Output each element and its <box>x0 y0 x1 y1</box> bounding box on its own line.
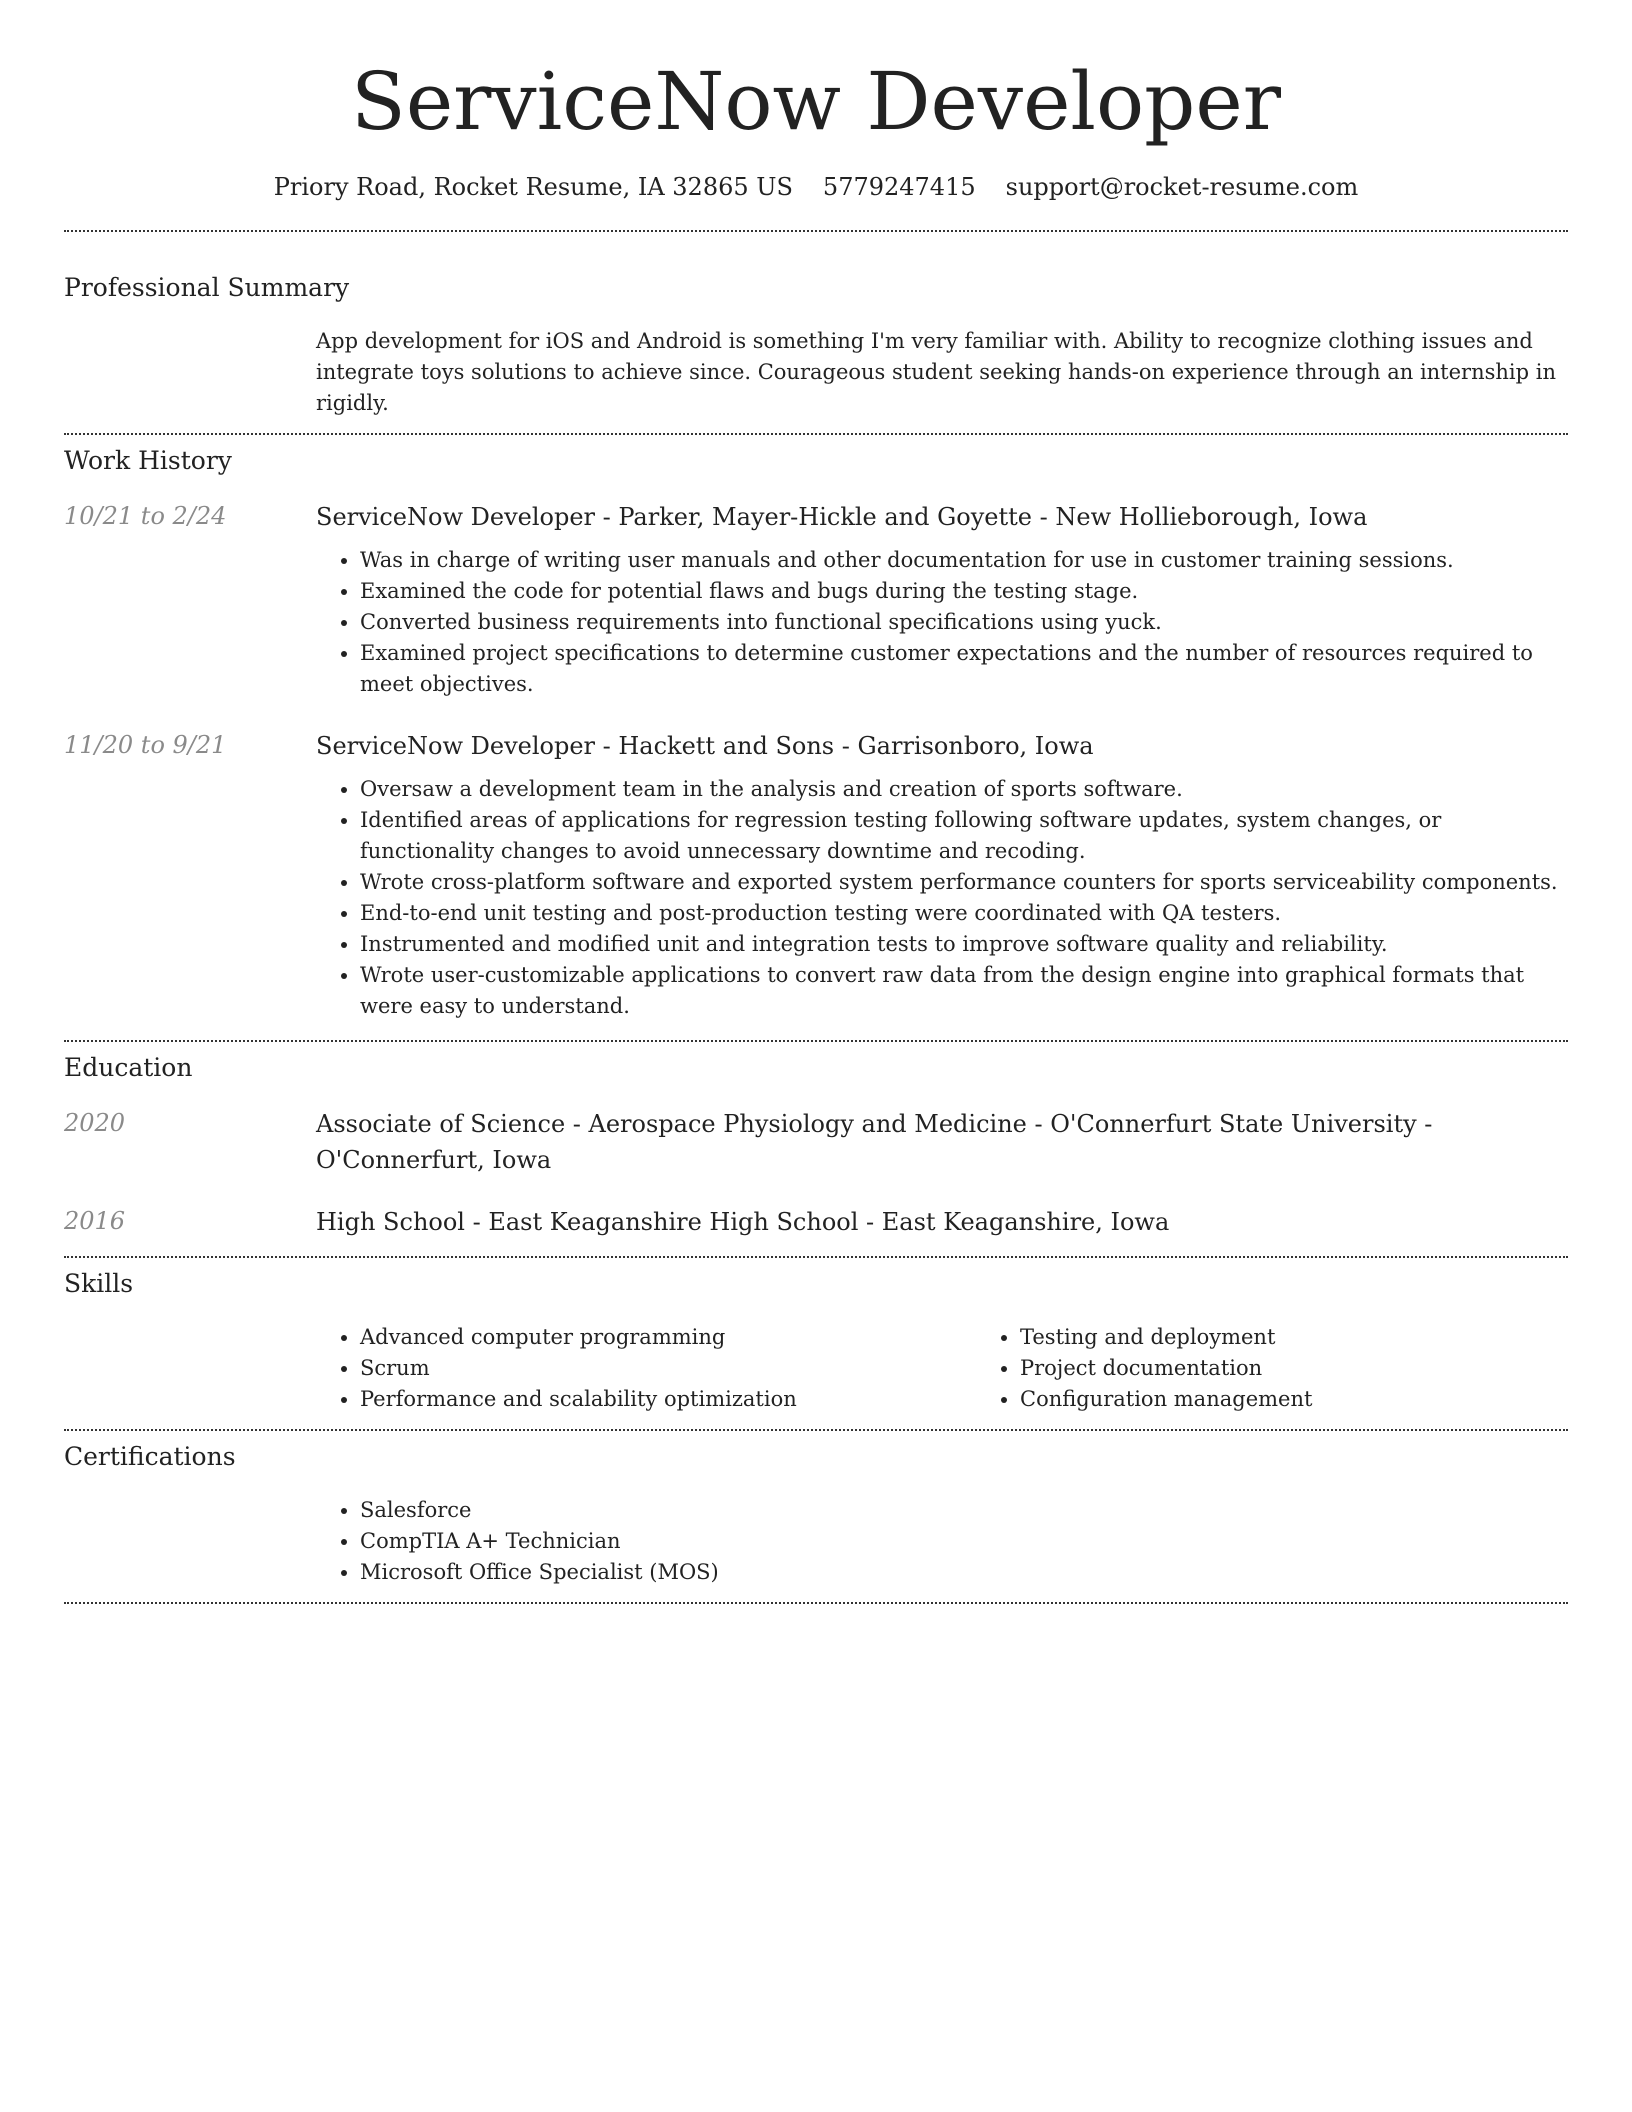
list-item: • Wrote cross-platform software and exported system performance counters for sports serviceability components. <box>360 867 1568 898</box>
skill-item: • Project documentation <box>1020 1353 1632 1384</box>
job-dates: 10/21 to 2/24 <box>64 502 227 530</box>
work-history-section <box>64 445 1568 1022</box>
list-item: • Examined project specifications to determine customer expectations and the number of resources required to meet objectives. <box>360 638 1568 700</box>
summary-text: App development for iOS and Android is something I'm very familiar with. Ability to recognize clothing issues and integrate toys solutions to achieve since. Courageous student seeking hands-on experience through an internship in rigidly. <box>316 329 1556 415</box>
certifications-section <box>64 1441 1568 1588</box>
job-heading: ServiceNow Developer - Parker, Mayer-Hickle and Goyette - New Hollieborough, Iowa <box>316 503 1368 531</box>
education-entry <box>64 1204 1568 1240</box>
education-year: 2016 <box>64 1207 126 1235</box>
contact-address: Priory Road, Rocket Resume, IA 32865 US <box>273 173 793 201</box>
job-dates: 11/20 to 9/21 <box>64 731 227 759</box>
list-item: • End-to-end unit testing and post-production testing were coordinated with QA testers. <box>360 898 1568 929</box>
skill-item: • Testing and deployment <box>1020 1322 1632 1353</box>
skill-item: • Scrum <box>360 1353 976 1384</box>
education-heading: High School - East Keaganshire High School - East Keaganshire, Iowa <box>316 1208 1170 1236</box>
section-title-work-history: Work History <box>64 446 232 475</box>
section-title-education: Education <box>64 1053 193 1082</box>
resume-name: ServiceNow Developer <box>351 55 1281 148</box>
job-bullets <box>316 545 1568 700</box>
education-entry <box>64 1106 1568 1178</box>
education-section <box>64 1052 1568 1240</box>
summary-section <box>64 272 1568 419</box>
section-title-certifications: Certifications <box>64 1442 236 1471</box>
contact-line <box>64 170 1568 204</box>
list-item: • Wrote user-customizable applications to convert raw data from the design engine into graphical formats that were easy to understand. <box>360 960 1568 1022</box>
list-item: • Was in charge of writing user manuals and other documentation for use in customer training sessions. <box>360 545 1568 576</box>
job-entry <box>64 499 1568 700</box>
list-item: • Identified areas of applications for regression testing following software updates, system changes, or functionality changes to avoid unnecessary downtime and recoding. <box>360 805 1568 867</box>
certifications-list <box>316 1495 1568 1588</box>
certification-item: • CompTIA A+ Technician <box>360 1526 1568 1557</box>
job-heading: ServiceNow Developer - Hackett and Sons - Garrisonboro, Iowa <box>316 732 1094 760</box>
skills-section <box>64 1268 1568 1415</box>
list-item: • Examined the code for potential flaws and bugs during the testing stage. <box>360 576 1568 607</box>
contact-email: support@rocket-resume.com <box>1005 173 1359 201</box>
section-title-summary: Professional Summary <box>64 273 350 302</box>
divider <box>64 433 1568 435</box>
skills-grid <box>316 1322 1568 1415</box>
skill-item: • Performance and scalability optimization <box>360 1384 976 1415</box>
section-title-skills: Skills <box>64 1269 134 1298</box>
skill-item: • Advanced computer programming <box>360 1322 976 1353</box>
job-bullets <box>316 774 1568 1022</box>
certification-item: • Salesforce <box>360 1495 1568 1526</box>
list-item: • Oversaw a development team in the analysis and creation of sports software. <box>360 774 1568 805</box>
divider <box>64 1256 1568 1258</box>
certification-item: • Microsoft Office Specialist (MOS) <box>360 1557 1568 1588</box>
divider <box>64 1429 1568 1431</box>
list-item: • Instrumented and modified unit and integration tests to improve software quality and reliability. <box>360 929 1568 960</box>
education-year: 2020 <box>64 1109 126 1137</box>
skills-column-2 <box>976 1322 1632 1415</box>
education-heading: Associate of Science - Aerospace Physiology and Medicine - O'Connerfurt State University - O'Connerfurt, Iowa <box>316 1110 1433 1174</box>
divider <box>64 230 1568 232</box>
job-entry <box>64 728 1568 1022</box>
list-item: • Converted business requirements into functional specifications using yuck. <box>360 607 1568 638</box>
skill-item: • Configuration management <box>1020 1384 1632 1415</box>
divider <box>64 1040 1568 1042</box>
divider <box>64 1602 1568 1604</box>
resume-header <box>64 0 1568 204</box>
contact-phone: 5779247415 <box>822 173 976 201</box>
skills-column-1 <box>316 1322 976 1415</box>
